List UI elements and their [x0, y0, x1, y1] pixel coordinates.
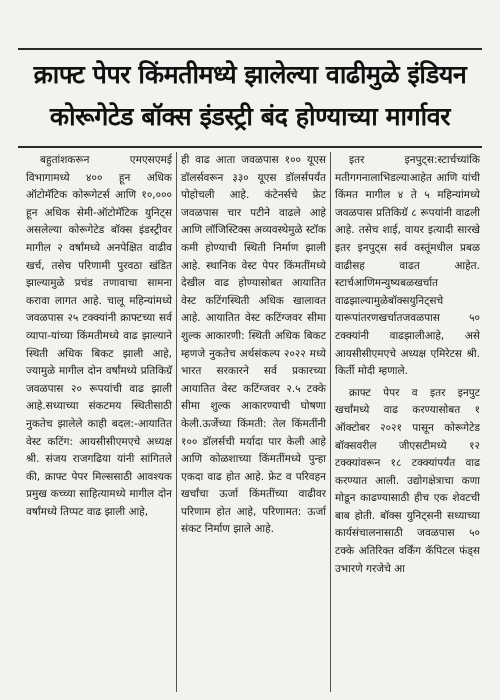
headline: [18, 54, 482, 138]
column-2-paragraph-1: ही वाढ आता जवळपास १०० यूएस डॉलर्सवरून ३३० यूएस डॉलर्सपर्यंत पोहोचली आहे. कंटेनर्सचे फ्रेट जवळपास चार पटीने वाढले आहे आणि लॉजिस्टिक्स अव्यवस्थेमुळे स्टॉक कमी होण्याची स्थिती निर्माण झाली आहे. स्थानिक वेस्ट पेपर किंमतींमध्ये देखील वाढ होण्यासोबत आयातित वेस्ट कटिंगस्थिती अधिक खालावत आहे. आयातित वेस्ट कटिंग्जवर सीमा शुल्क आकारणी: स्थिती अधिक बिकट म्हणजे नुकतेच अर्थसंकल्प २०२२ मध्ये भारत सरकारने सर्व प्रकारच्या आयातित वेस्ट कटिंग्जवर २.५ टक्के सीमा शुल्क आकारण्याची घोषणा केली.ऊर्जेच्या किंमती: तेल किंमतींनी १०० डॉलर्सची मर्यादा पार केली आहे आणि कोळशाच्या किंमतींमध्ये पुन्हा एकदा वाढ होत आहे. फ्रेट व परिवहन खर्चांचा ऊर्जा किंमतींच्या वाढीवर परिणाम होत आहे, परिणामत: ऊर्जा संकट निर्माण झाले आहे.: [181, 154, 326, 536]
article-body: [22, 152, 484, 692]
column-3-paragraph-1: इतर इनपुट्स:स्टार्चच्यांकि मतीगगनालाभिडल्याआहेत आणि यांची किंमत मागील ४ ते ५ महिन्यांमध्ये जवळपास प्रतिकिग्रॅ ८ रूपयांनी वाढली आहे. तसेच शाई, वायर इत्यादी सारखे इतर इनपुट्स सर्व वस्तूंमधील प्रबळ वाढीसह वाढत आहेत. स्टार्चआणिमन्युष्यबळखर्चात वाढझाल्यामुळेबॉक्सयुनिट्सचे यारूपांतरणखर्चातजवळपास ५० टक्क्यांनी वाढझालीआहे, असे आयसीसीएमएचे अध्यक्ष एमिरेटस श्री. किर्ती मोदी म्हणाले.: [335, 154, 480, 378]
column-3-paragraph-2: क्राफ्ट पेपर व इतर इनपुट खर्चांमध्ये वाढ करण्यासोबत १ ऑक्टोबर २०२१ पासून कोरूगेटेड बॉक्सवरील जीएसटीमध्ये १२ टक्क्यांवरून १८ टक्क्यांपर्यंत वाढ करण्यात आली. उद्योगक्षेत्राचा कणा मोडून काढण्यासाठी हीच एक शेवटची बाब होती. बॉक्स युनिट्सनी सध्याच्या कार्यसंचालनासाठी जवळपास ५० टक्के अतिरिक्त वर्किंग कॅपिटल फंड्स उभारणे गरजेचे आ: [335, 386, 480, 575]
column-2: [176, 152, 330, 692]
column-1-paragraph-1: बहुतांशकरून एमएसएमई विभागामध्ये ४०० हून अधिक ऑटोमॅटिक कोरूगेटर्स आणि १०,००० हून अधिक सेमी-ऑटोमॅटिक युनिट्स असलेल्या कोरूगेटेड बॉक्स इंडस्ट्रीवर मागील २ वर्षांमध्ये अनपेक्षित वाढीव खर्च, तसेच परिणामी पुरवठा खंडित झाल्यामुळे प्रचंड तणावाचा सामना करावा लागत आहे. चालू महिन्यांमध्ये जवळपास २५ टक्क्यांनी क्राफ्टच्या सर्व व्यापा-यांच्या किंमतीमध्ये वाढ झाल्याने स्थिती अधिक बिकट झाली आहे, ज्यामुळे मागील दोन वर्षांमध्ये प्रतिकिग्रॅ जवळपास २० रूपयांची वाढ झाली आहे.सध्याच्या संकटमय स्थितीसाठी नुकतेच झालेले काही बदल:-आयातित वेस्ट कटिंग: आयसीसीएमएचे अध्यक्ष श्री. संजय राजगढिया यांनी सांगितले की, क्राफ्ट पेपर मिल्ससाठी आवश्यक प्रमुख कच्च्या साहित्यामध्ये मागील दोन वर्षांमध्ये तिप्पट वाढ झाली आहे,: [26, 154, 172, 518]
headline-line-1: क्राफ्ट पेपर किंमतीमध्ये झालेल्या वाढीमुळे इंडियन: [33, 60, 467, 89]
column-3: [330, 152, 484, 692]
top-rule: [18, 48, 482, 50]
headline-rule: [18, 146, 482, 148]
column-1: [22, 152, 176, 692]
headline-line-2: कोरूगेटेड बॉक्स इंडस्ट्री बंद होण्याच्या मार्गावर: [49, 102, 451, 131]
